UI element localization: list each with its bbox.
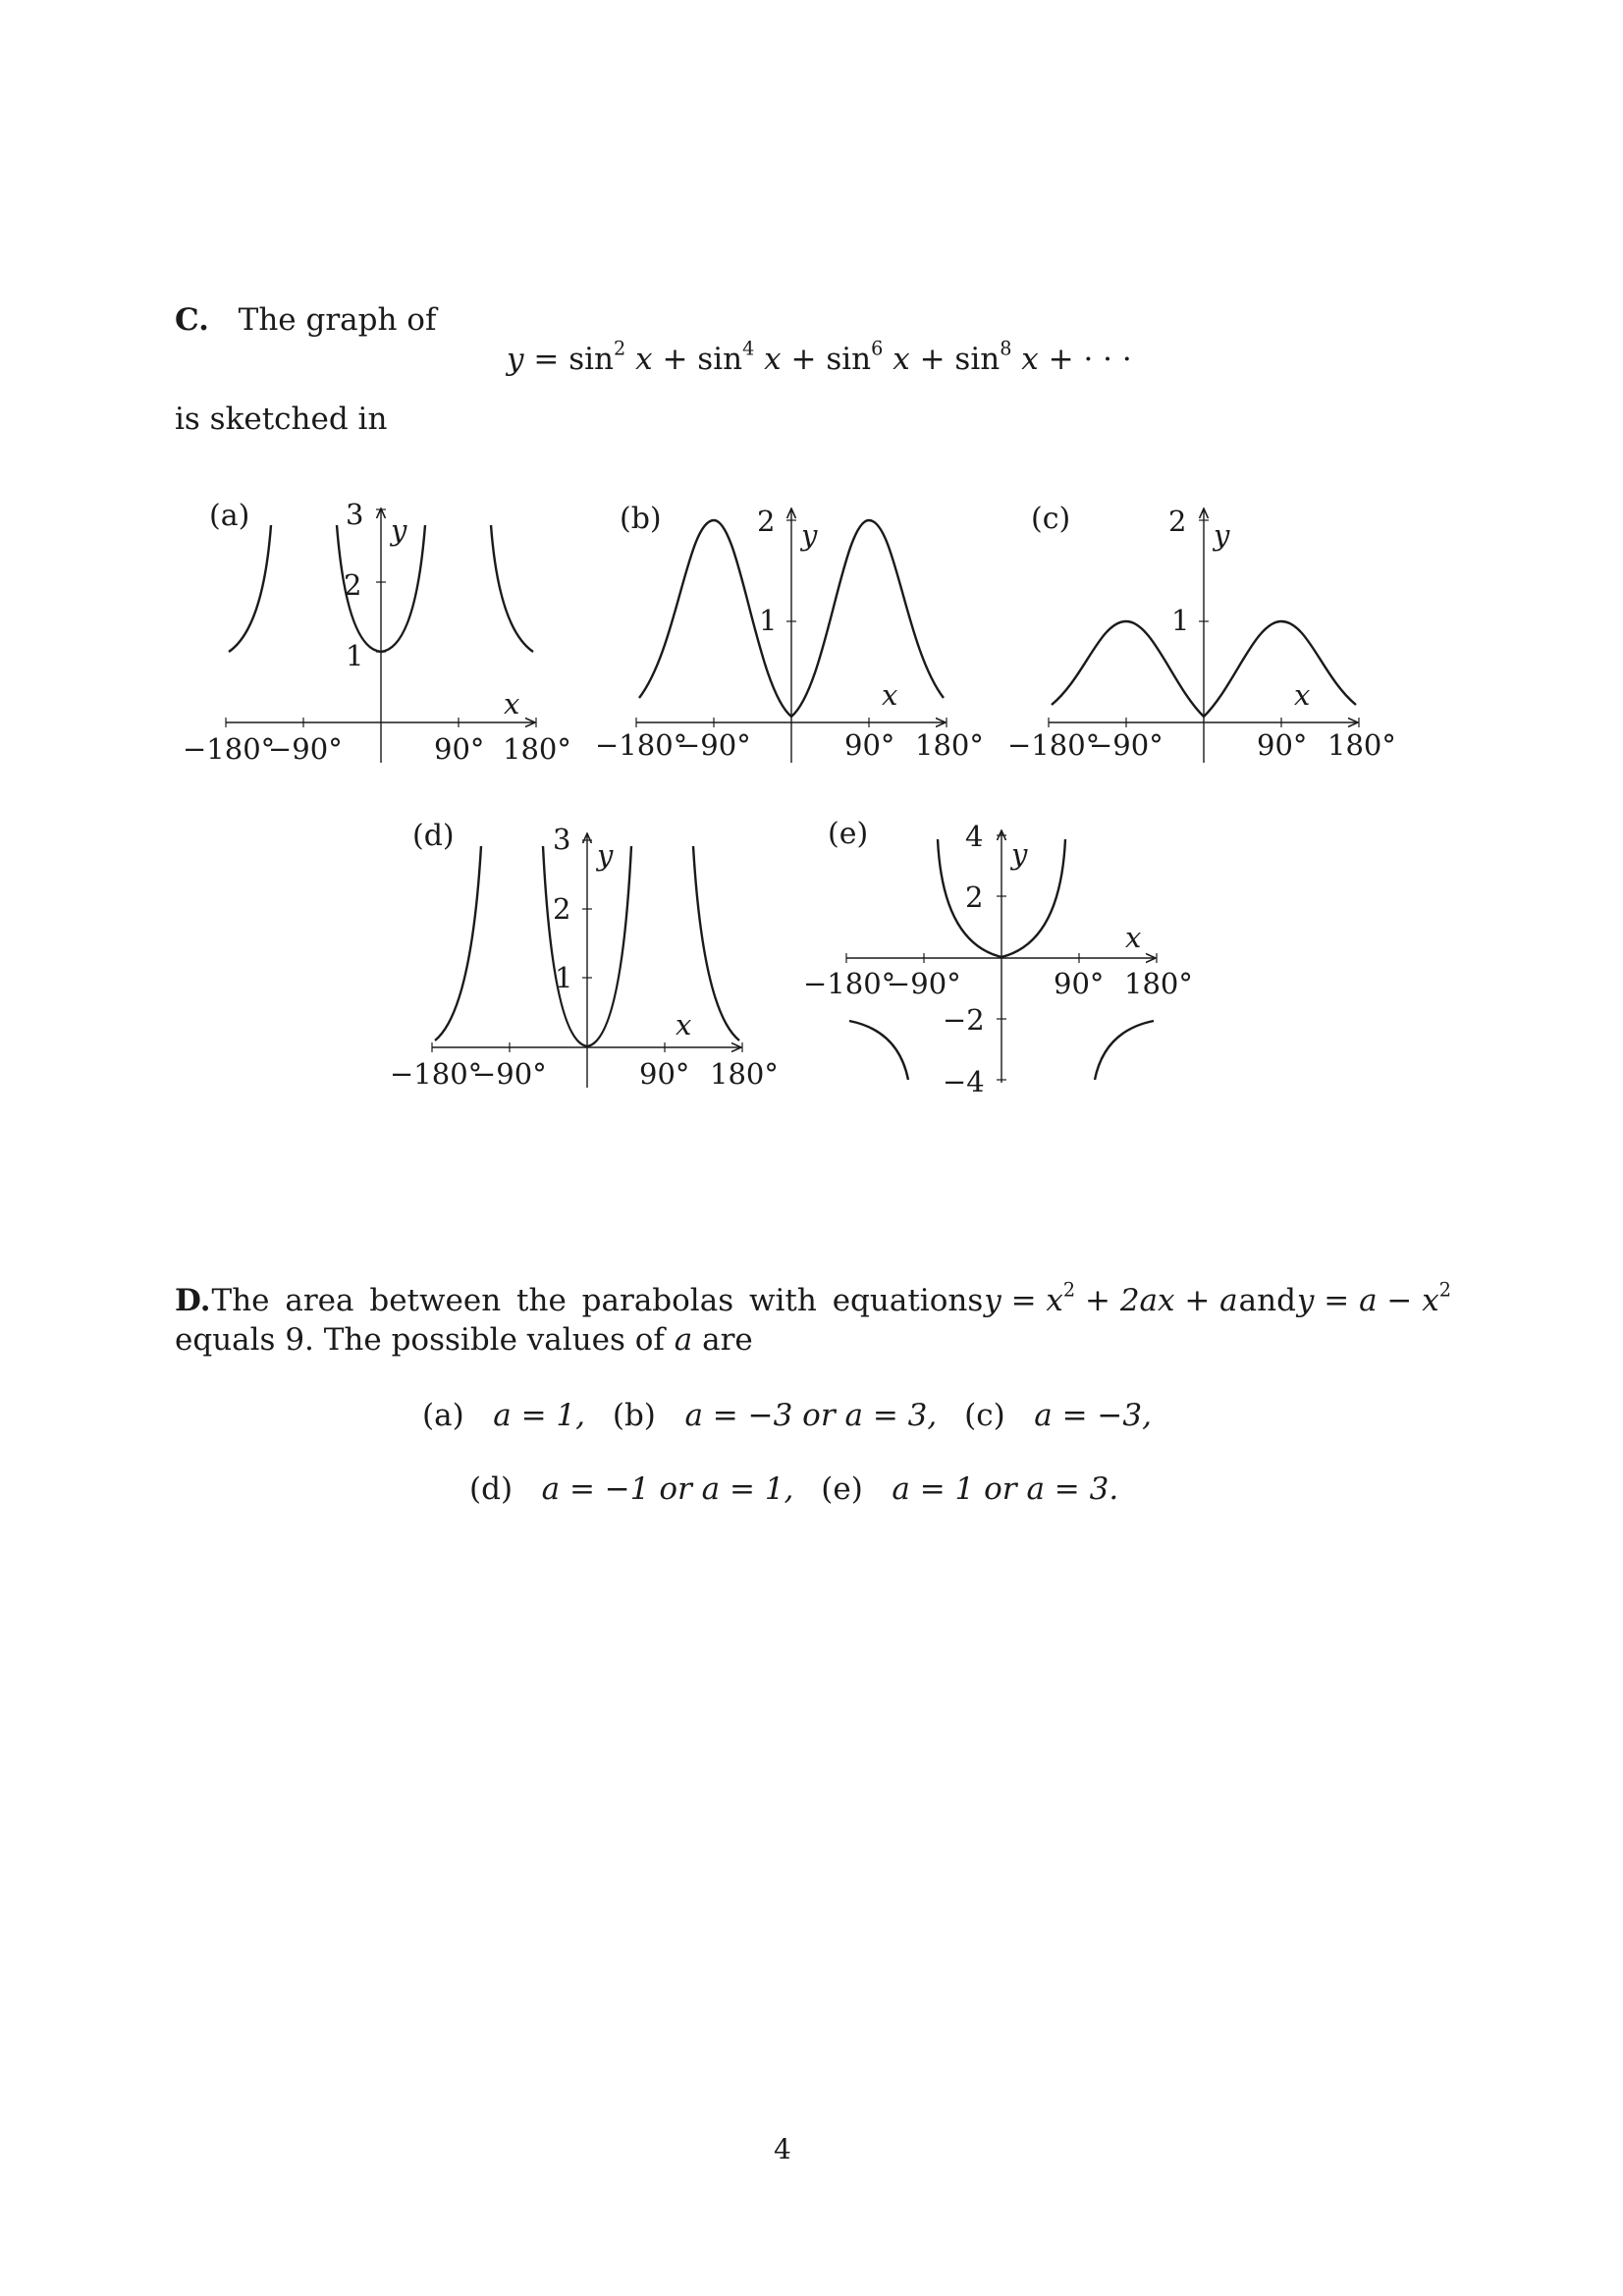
x-tick-label: −90°: [887, 967, 961, 1000]
x-tick-label: 180°: [915, 728, 984, 762]
question-c-intro: The graph of: [238, 302, 437, 338]
x-tick-label: −90°: [268, 732, 343, 766]
x-axis-label: x: [676, 1008, 692, 1041]
x-tick-label: −90°: [472, 1057, 547, 1091]
graph-option-label: (d): [412, 819, 455, 853]
x-tick-label: −180°: [183, 732, 276, 766]
answer-option-c[interactable]: (c) a = −3,: [964, 1398, 1152, 1433]
graph-option-label: (b): [620, 502, 662, 536]
curve-lower-right: [1095, 1021, 1154, 1080]
curve-left: [435, 846, 481, 1041]
x-tick-label: −180°: [390, 1057, 483, 1091]
y-tick-label: −4: [943, 1065, 985, 1098]
x-tick-label: −180°: [803, 967, 896, 1000]
curve-right: [491, 525, 533, 652]
curve-lower-left: [849, 1021, 908, 1080]
equation-plus-3: +: [919, 342, 946, 377]
y-tick-label: 1: [759, 604, 778, 637]
x-tick-label: 90°: [1257, 728, 1308, 762]
y-axis-label: y: [801, 518, 818, 552]
x-tick-label: 90°: [434, 732, 485, 766]
graph-option-label: (c): [1031, 502, 1071, 536]
y-axis-label: y: [1011, 837, 1028, 871]
y-tick-label: 2: [553, 892, 571, 926]
question-d-line-2: [175, 1322, 753, 1358]
question-d-and: and: [1238, 1283, 1296, 1318]
answer-option-d[interactable]: (d) a = −1 or a = 1,: [469, 1471, 794, 1507]
graph-option-e: [803, 817, 1193, 1098]
x-tick-label: 90°: [639, 1057, 690, 1091]
graph-option-d: [390, 819, 779, 1091]
curve-left: [229, 525, 271, 652]
graph-option-c: [1007, 502, 1396, 763]
x-tick-label: −180°: [1007, 728, 1101, 762]
x-tick-label: 180°: [710, 1057, 779, 1091]
x-axis-label: x: [1294, 678, 1311, 712]
y-tick-label: 2: [1168, 505, 1187, 538]
y-tick-label: −2: [943, 1003, 985, 1037]
x-axis-label: x: [504, 687, 520, 721]
y-tick-label: 1: [346, 639, 364, 672]
equation-lhs: y: [507, 342, 524, 377]
x-tick-label: 90°: [844, 728, 895, 762]
curve-right: [693, 846, 739, 1041]
question-d-equation-1: $y = x^2 + 2ax + a$: [984, 1278, 1238, 1318]
question-d-text-1: The area between the parabolas with equations: [211, 1283, 984, 1318]
equation-term-2: $\sin^4 x$: [697, 337, 782, 377]
question-d-text-2: equals 9. The possible values of: [175, 1322, 665, 1358]
x-tick-label: −180°: [595, 728, 688, 762]
x-tick-label: 90°: [1054, 967, 1105, 1000]
question-c-label: C.: [175, 302, 209, 338]
y-tick-label: 3: [553, 823, 571, 856]
answer-option-b[interactable]: (b) a = −3 or a = 3,: [612, 1398, 938, 1433]
y-tick-label: 2: [344, 568, 362, 602]
graph-option-a: [183, 498, 571, 766]
question-d-answers-row-2: [469, 1471, 1119, 1507]
x-axis-label: x: [882, 678, 898, 712]
equation-plus-2: +: [790, 342, 817, 377]
answer-option-a[interactable]: (a) a = 1,: [422, 1398, 585, 1433]
y-tick-label: 2: [965, 881, 984, 914]
graph-option-label: (e): [828, 817, 869, 851]
question-d-answers-row-1: [422, 1398, 1152, 1433]
graph-option-b: [595, 502, 984, 763]
question-d-label: D.: [175, 1283, 211, 1318]
y-axis-label: y: [597, 838, 614, 872]
question-d-equation-2: $y = a - x^2$: [1296, 1278, 1451, 1318]
question-d-variable: a: [674, 1322, 693, 1358]
x-tick-label: 180°: [1124, 967, 1193, 1000]
page-number: 4: [774, 2133, 791, 2165]
equation-term-1: $\sin^2 x$: [568, 337, 653, 377]
y-tick-label: 3: [346, 498, 364, 531]
y-tick-label: 2: [757, 505, 776, 538]
graph-option-label: (a): [209, 499, 250, 533]
x-tick-label: 180°: [503, 732, 571, 766]
y-tick-label: 1: [1171, 604, 1190, 637]
equation-plus-1: +: [662, 342, 688, 377]
question-c-outro: is sketched in: [175, 401, 388, 437]
question-d-line-1: [175, 1278, 1451, 1318]
equation-equals: =: [533, 342, 560, 377]
y-axis-label: y: [1214, 518, 1230, 552]
equation-term-3: $\sin^6 x$: [826, 337, 910, 377]
y-tick-label: 1: [555, 961, 573, 994]
x-tick-label: −90°: [676, 728, 751, 762]
question-d-text-3: are: [702, 1322, 753, 1358]
equation-tail: + · · ·: [1048, 342, 1132, 377]
x-tick-label: 180°: [1327, 728, 1396, 762]
answer-option-e[interactable]: (e) a = 1 or a = 3.: [821, 1471, 1119, 1507]
x-tick-label: −90°: [1089, 728, 1163, 762]
x-axis-label: x: [1125, 921, 1142, 954]
y-axis-label: y: [391, 513, 407, 547]
equation-term-4: $\sin^8 x$: [954, 337, 1039, 377]
y-tick-label: 4: [965, 820, 984, 853]
